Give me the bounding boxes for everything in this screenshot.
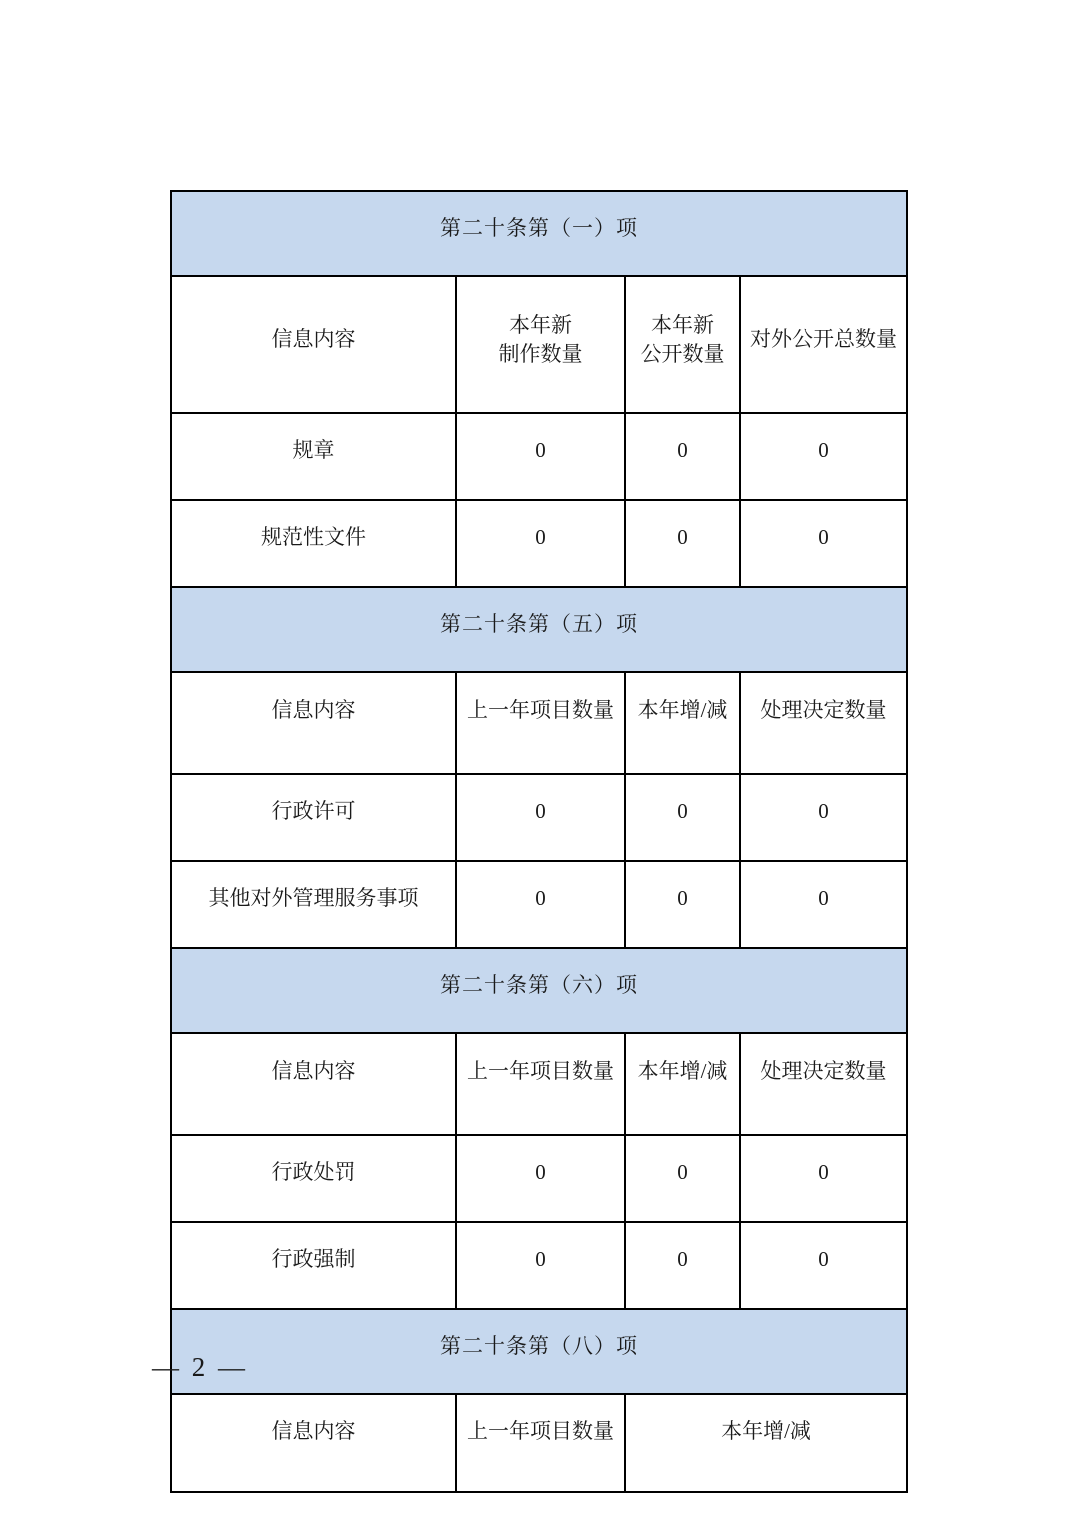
cell-value: 0 (456, 861, 625, 948)
row-label: 规范性文件 (171, 500, 456, 587)
section-3-title: 第二十条第（六）项 (171, 948, 907, 1033)
cell-value: 0 (740, 1135, 907, 1222)
cell-value: 0 (456, 1135, 625, 1222)
cell-value: 0 (456, 774, 625, 861)
page-number: — 2 — (152, 1352, 248, 1382)
section-4-band-row (171, 1309, 907, 1394)
cell-value: 0 (740, 861, 907, 948)
cell-value: 0 (625, 500, 740, 587)
section-1-col-header-2 (625, 276, 740, 413)
column-header-label: 对外公开总数量 (750, 327, 897, 352)
cell-value: 0 (625, 861, 740, 948)
row-label: 规章 (171, 413, 456, 500)
cell-value: 0 (456, 413, 625, 500)
table-row (171, 1222, 907, 1309)
section-3-header-row (171, 1033, 907, 1135)
section-2-title: 第二十条第（五）项 (171, 587, 907, 672)
disclosure-report-table (170, 190, 908, 1493)
section-4-title: 第二十条第（八）项 (171, 1309, 907, 1394)
cell-value: 0 (740, 500, 907, 587)
row-label: 行政处罚 (171, 1135, 456, 1222)
section-1-header-row (171, 276, 907, 413)
section-1-col-header-1 (456, 276, 625, 413)
cell-value: 0 (625, 774, 740, 861)
row-label: 行政许可 (171, 774, 456, 861)
row-label: 其他对外管理服务事项 (171, 861, 456, 948)
column-header-line: 本年新 (651, 313, 714, 338)
section-1-col-header-3 (740, 276, 907, 413)
cell-value: 0 (625, 1222, 740, 1309)
section-4-header-row (171, 1394, 907, 1492)
column-header-line: 公开数量 (640, 341, 725, 366)
table-row (171, 861, 907, 948)
section-1-band-row (171, 191, 907, 276)
cell-value: 0 (625, 413, 740, 500)
section-2-header-row (171, 672, 907, 774)
cell-value: 0 (456, 500, 625, 587)
section-2-col-header-0: 信息内容 (171, 672, 456, 774)
table-row (171, 413, 907, 500)
cell-value: 0 (740, 774, 907, 861)
table-row (171, 500, 907, 587)
section-3-col-header-0: 信息内容 (171, 1033, 456, 1135)
column-header-line: 制作数量 (498, 341, 583, 366)
section-2-col-header-3: 处理决定数量 (740, 672, 907, 774)
section-3-col-header-2: 本年增/减 (625, 1033, 740, 1135)
section-3-band-row (171, 948, 907, 1033)
cell-value: 0 (740, 1222, 907, 1309)
section-4-col-header-2: 本年增/减 (625, 1394, 907, 1492)
section-4-col-header-0: 信息内容 (171, 1394, 456, 1492)
section-1-col-header-0 (171, 276, 456, 413)
section-1-title: 第二十条第（一）项 (171, 191, 907, 276)
cell-value: 0 (740, 413, 907, 500)
section-2-col-header-2: 本年增/减 (625, 672, 740, 774)
column-header-label: 信息内容 (271, 327, 356, 352)
section-2-col-header-1: 上一年项目数量 (456, 672, 625, 774)
table-row (171, 1135, 907, 1222)
cell-value: 0 (625, 1135, 740, 1222)
section-2-band-row (171, 587, 907, 672)
section-3-col-header-1: 上一年项目数量 (456, 1033, 625, 1135)
column-header-line: 本年新 (509, 313, 572, 338)
section-3-col-header-3: 处理决定数量 (740, 1033, 907, 1135)
row-label: 行政强制 (171, 1222, 456, 1309)
cell-value: 0 (456, 1222, 625, 1309)
section-4-col-header-1: 上一年项目数量 (456, 1394, 625, 1492)
table-row (171, 774, 907, 861)
